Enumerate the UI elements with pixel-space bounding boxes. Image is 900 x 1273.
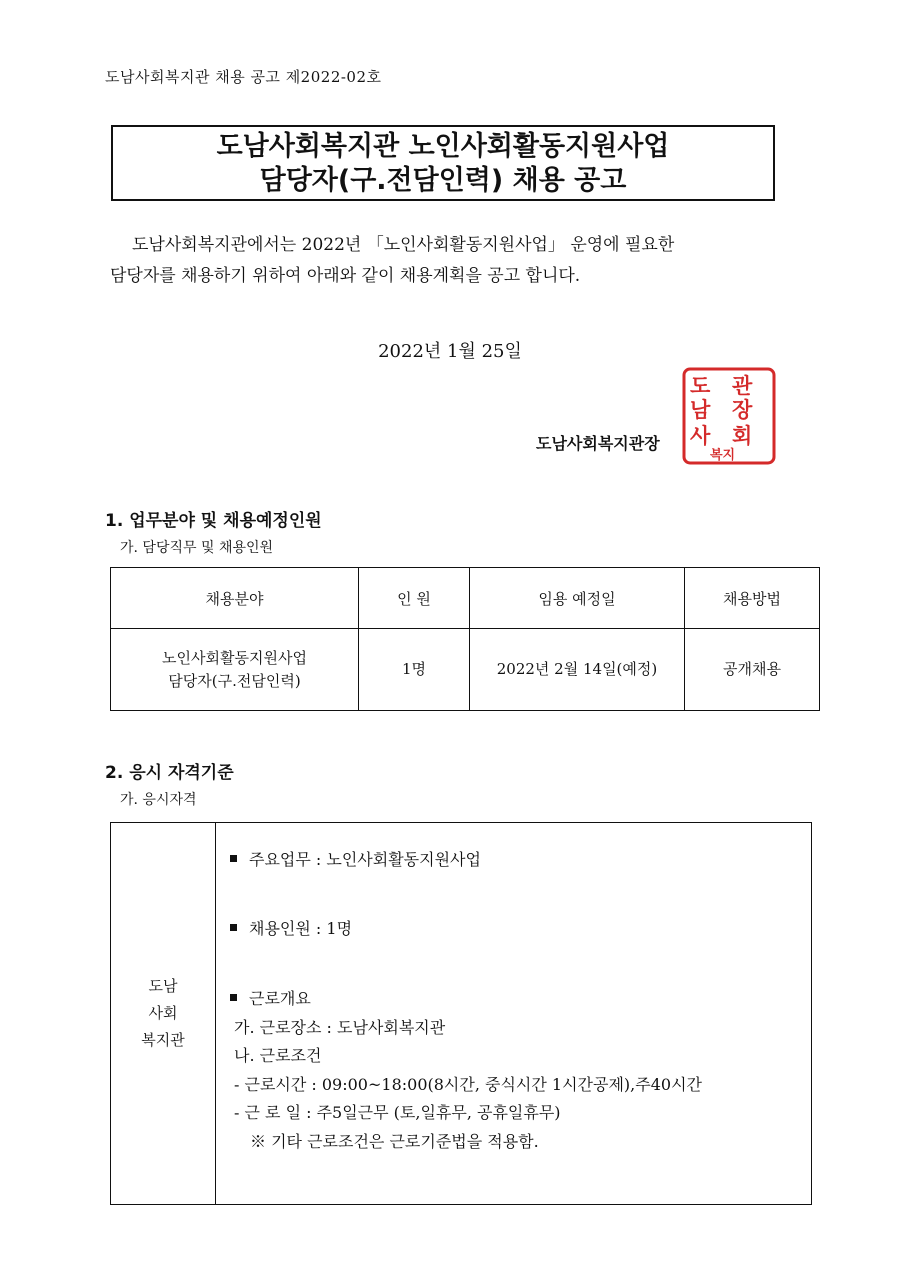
seal-char-2: 장	[732, 397, 753, 422]
work-conditions: 나. 근로조건	[234, 1046, 322, 1065]
header-method: 채용방법	[685, 568, 820, 629]
headcount-text: 채용인원 : 1명	[249, 919, 353, 938]
duty-item	[230, 847, 481, 870]
seal-char-5: 사	[690, 423, 711, 448]
intro-line-2: 담당자를 채용하기 위하여 아래와 같이 채용계획을 공고 합니다.	[110, 266, 581, 286]
bullet-square-icon	[230, 855, 237, 862]
cell-field-line-1: 노인사회활동지원사업	[162, 648, 307, 667]
overview-text: 근로개요	[249, 989, 311, 1008]
duty-text: 주요업무 : 노인사회활동지원사업	[249, 850, 481, 869]
cell-method: 공개채용	[685, 629, 820, 711]
qualification-details-cell	[216, 823, 812, 1205]
table-row	[111, 629, 820, 711]
intro-line-1: 도남사회복지관에서는 2022년 「노인사회활동지원사업」 운영에 필요한	[132, 235, 675, 255]
section-2-subheading: 가. 응시자격	[120, 792, 197, 808]
title-line-2: 담당자(구.전담인력) 채용 공고	[259, 165, 627, 196]
title-line-1: 도남사회복지관 노인사회활동지원사업	[216, 131, 670, 162]
header-date: 임용 예정일	[470, 568, 685, 629]
work-days: - 근 로 일 : 주5일근무 (토,일휴무, 공휴일휴무)	[234, 1103, 561, 1122]
header-count: 인 원	[359, 568, 470, 629]
cell-field	[111, 629, 359, 711]
bullet-square-icon	[230, 924, 237, 931]
overview-item	[230, 986, 311, 1009]
org-label-cell	[111, 823, 216, 1205]
qualification-table	[110, 822, 812, 1205]
section-1-subheading: 가. 담당직무 및 채용인원	[120, 540, 274, 556]
org-label-line-1: 도남	[148, 977, 178, 995]
header-field: 채용분야	[111, 568, 359, 629]
org-label-line-2: 사회	[148, 1004, 178, 1022]
cell-date: 2022년 2월 14일(예정)	[470, 629, 685, 711]
seal-char-4: 남	[690, 397, 711, 422]
title-box	[111, 125, 775, 201]
seal-char-6: 회	[732, 423, 753, 448]
seal-char-7: 복지	[710, 448, 736, 463]
cell-count: 1명	[359, 629, 470, 711]
seal-char-3: 도	[690, 373, 711, 398]
section-1-heading: 1. 업무분야 및 채용예정인원	[105, 511, 322, 531]
org-label-line-3: 복지관	[141, 1031, 185, 1049]
work-place: 가. 근로장소 : 도남사회복지관	[234, 1018, 446, 1037]
recruitment-table	[110, 567, 820, 711]
document-number: 도남사회복지관 채용 공고 제2022-02호	[105, 68, 382, 86]
work-note: ※ 기타 근로조건은 근로기준법을 적용함.	[250, 1132, 539, 1151]
official-seal-icon	[682, 367, 776, 465]
section-2-heading: 2. 응시 자격기준	[105, 763, 234, 783]
headcount-item	[230, 916, 352, 939]
intro-paragraph	[110, 230, 790, 292]
seal-char-1: 관	[732, 373, 753, 398]
cell-field-line-2: 담당자(구.전담인력)	[168, 671, 301, 690]
work-hours: - 근로시간 : 09:00~18:00(8시간, 중식시간 1시간공제),주40시간	[234, 1075, 702, 1094]
announcement-date: 2022년 1월 25일	[378, 341, 522, 362]
bullet-square-icon	[230, 994, 237, 1001]
table-header-row	[111, 568, 820, 629]
signer-title: 도남사회복지관장	[536, 434, 660, 453]
